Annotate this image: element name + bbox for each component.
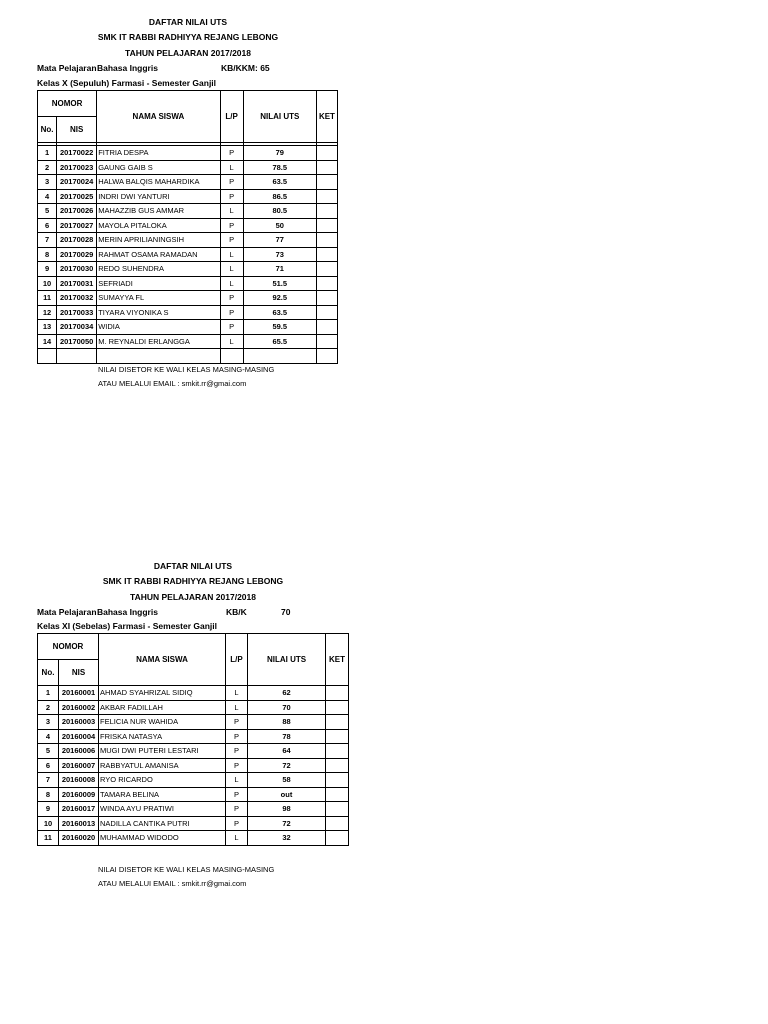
row-grade: 32 bbox=[248, 831, 326, 846]
row-gender: L bbox=[220, 334, 243, 349]
row-grade: 64 bbox=[248, 744, 326, 759]
header-nomor: NOMOR bbox=[38, 634, 99, 660]
note-email: ATAU MELALUI EMAIL : smkit.rr@gmai.com bbox=[98, 379, 247, 388]
row-number: 1 bbox=[38, 686, 59, 701]
row-nis: 20170029 bbox=[57, 247, 97, 262]
table-row bbox=[38, 831, 349, 846]
row-gender: P bbox=[220, 189, 243, 204]
row-grade: 98 bbox=[248, 802, 326, 817]
row-nis: 20170033 bbox=[57, 305, 97, 320]
row-nis: 20170028 bbox=[57, 233, 97, 248]
row-number: 11 bbox=[38, 291, 57, 306]
row-student-name: GAUNG GAIB S bbox=[97, 160, 220, 175]
header-nomor: NOMOR bbox=[38, 91, 97, 117]
row-note bbox=[316, 189, 337, 204]
note-submit: NILAI DISETOR KE WALI KELAS MASING-MASING bbox=[98, 865, 275, 874]
row-note bbox=[316, 160, 337, 175]
header-no: No. bbox=[38, 117, 57, 143]
row-gender: L bbox=[220, 160, 243, 175]
row-nis: 20160013 bbox=[59, 816, 99, 831]
row-gender: L bbox=[220, 262, 243, 277]
row-grade: 88 bbox=[248, 715, 326, 730]
row-gender: L bbox=[226, 831, 248, 846]
row-gender: P bbox=[220, 175, 243, 190]
row-note bbox=[326, 715, 349, 730]
row-student-name: WINDA AYU PRATIWI bbox=[99, 802, 226, 817]
table-row bbox=[38, 276, 338, 291]
row-note bbox=[326, 802, 349, 817]
header-nilai-uts: NILAI UTS bbox=[248, 634, 326, 686]
row-grade: 51.5 bbox=[243, 276, 316, 291]
row-gender: P bbox=[226, 758, 248, 773]
header-nama-siswa: NAMA SISWA bbox=[99, 634, 226, 686]
row-grade: out bbox=[248, 787, 326, 802]
row-number: 1 bbox=[38, 146, 57, 161]
row-number: 11 bbox=[38, 831, 59, 846]
subject-value: Bahasa Inggris bbox=[97, 63, 158, 73]
table-header-row bbox=[38, 634, 349, 660]
row-grade: 63.5 bbox=[243, 305, 316, 320]
table-row bbox=[38, 686, 349, 701]
row-nis: 20170030 bbox=[57, 262, 97, 277]
row-student-name: MUGI DWI PUTERI LESTARI bbox=[99, 744, 226, 759]
row-student-name: AHMAD SYAHRIZAL SIDIQ bbox=[99, 686, 226, 701]
row-grade: 50 bbox=[243, 218, 316, 233]
row-nis bbox=[57, 349, 97, 364]
row-nis: 20160001 bbox=[59, 686, 99, 701]
table-body bbox=[38, 686, 349, 846]
row-number bbox=[38, 349, 57, 364]
row-number: 8 bbox=[38, 247, 57, 262]
row-grade: 78 bbox=[248, 729, 326, 744]
row-nis: 20160007 bbox=[59, 758, 99, 773]
row-student-name: MAYOLA PITALOKA bbox=[97, 218, 220, 233]
row-student-name: RAHMAT OSAMA RAMADAN bbox=[97, 247, 220, 262]
row-note bbox=[326, 787, 349, 802]
row-note bbox=[316, 320, 337, 335]
row-grade: 58 bbox=[248, 773, 326, 788]
row-note bbox=[316, 276, 337, 291]
row-number: 8 bbox=[38, 787, 59, 802]
row-number: 10 bbox=[38, 276, 57, 291]
row-gender: P bbox=[226, 802, 248, 817]
row-note bbox=[316, 204, 337, 219]
table-row bbox=[38, 715, 349, 730]
row-grade: 65.5 bbox=[243, 334, 316, 349]
row-gender: P bbox=[220, 218, 243, 233]
row-grade bbox=[243, 349, 316, 364]
row-student-name: FITRIA DESPA bbox=[97, 146, 220, 161]
row-grade: 72 bbox=[248, 758, 326, 773]
row-student-name: TAMARA BELINA bbox=[99, 787, 226, 802]
row-note bbox=[316, 291, 337, 306]
row-student-name: NADILLA CANTIKA PUTRI bbox=[99, 816, 226, 831]
row-number: 2 bbox=[38, 160, 57, 175]
row-number: 9 bbox=[38, 262, 57, 277]
row-grade: 73 bbox=[243, 247, 316, 262]
row-note bbox=[326, 758, 349, 773]
table-row bbox=[38, 305, 338, 320]
row-nis: 20170027 bbox=[57, 218, 97, 233]
row-number: 9 bbox=[38, 802, 59, 817]
row-number: 4 bbox=[38, 729, 59, 744]
row-note bbox=[316, 334, 337, 349]
row-number: 7 bbox=[38, 233, 57, 248]
row-student-name: MERIN APRILIANINGSIH bbox=[97, 233, 220, 248]
row-note bbox=[316, 233, 337, 248]
academic-year: TAHUN PELAJARAN 2017/2018 bbox=[125, 48, 251, 58]
row-note bbox=[326, 729, 349, 744]
grades-table bbox=[37, 90, 338, 364]
row-student-name bbox=[97, 349, 220, 364]
row-grade: 62 bbox=[248, 686, 326, 701]
note-email: ATAU MELALUI EMAIL : smkit.rr@gmai.com bbox=[98, 879, 247, 888]
row-number: 3 bbox=[38, 175, 57, 190]
row-note bbox=[316, 247, 337, 262]
row-student-name: INDRI DWI YANTURI bbox=[97, 189, 220, 204]
row-student-name: MUHAMMAD WIDODO bbox=[99, 831, 226, 846]
row-number: 6 bbox=[38, 218, 57, 233]
row-gender bbox=[220, 349, 243, 364]
table-row bbox=[38, 247, 338, 262]
table-row bbox=[38, 787, 349, 802]
row-gender: L bbox=[220, 247, 243, 262]
header-lp: L/P bbox=[226, 634, 248, 686]
row-note bbox=[316, 262, 337, 277]
table-row bbox=[38, 233, 338, 248]
header-nilai-uts: NILAI UTS bbox=[243, 91, 316, 143]
row-student-name: SUMAYYA FL bbox=[97, 291, 220, 306]
subject-value: Bahasa Inggris bbox=[97, 607, 158, 617]
table-row bbox=[38, 758, 349, 773]
table-row bbox=[38, 320, 338, 335]
row-nis: 20160017 bbox=[59, 802, 99, 817]
class-info: Kelas X (Sepuluh) Farmasi - Semester Ganjil bbox=[37, 78, 217, 88]
row-grade: 80.5 bbox=[243, 204, 316, 219]
table-row bbox=[38, 773, 349, 788]
row-grade: 86.5 bbox=[243, 189, 316, 204]
row-number: 6 bbox=[38, 758, 59, 773]
grades-table bbox=[37, 633, 349, 846]
row-nis: 20170034 bbox=[57, 320, 97, 335]
row-note bbox=[326, 773, 349, 788]
row-grade: 92.5 bbox=[243, 291, 316, 306]
row-grade: 78.5 bbox=[243, 160, 316, 175]
row-note bbox=[326, 831, 349, 846]
school-name: SMK IT RABBI RADHIYYA REJANG LEBONG bbox=[102, 576, 284, 586]
row-student-name: FRISKA NATASYA bbox=[99, 729, 226, 744]
academic-year: TAHUN PELAJARAN 2017/2018 bbox=[130, 592, 256, 602]
row-number: 4 bbox=[38, 189, 57, 204]
row-number: 2 bbox=[38, 700, 59, 715]
header-ket: KET bbox=[326, 634, 349, 686]
table-row bbox=[38, 802, 349, 817]
table-row bbox=[38, 204, 338, 219]
row-student-name: RYO RICARDO bbox=[99, 773, 226, 788]
table-row bbox=[38, 189, 338, 204]
header-no: No. bbox=[38, 660, 59, 686]
row-nis: 20160004 bbox=[59, 729, 99, 744]
row-number: 5 bbox=[38, 744, 59, 759]
row-nis: 20160006 bbox=[59, 744, 99, 759]
kkm-label: KB/K bbox=[226, 607, 247, 617]
header-nis: NIS bbox=[59, 660, 99, 686]
table-row bbox=[38, 146, 338, 161]
row-student-name: MAHAZZIB GUS AMMAR bbox=[97, 204, 220, 219]
table-row bbox=[38, 291, 338, 306]
row-nis: 20160020 bbox=[59, 831, 99, 846]
table-row bbox=[38, 744, 349, 759]
row-student-name: REDO SUHENDRA bbox=[97, 262, 220, 277]
row-number: 14 bbox=[38, 334, 57, 349]
row-grade: 70 bbox=[248, 700, 326, 715]
row-gender: P bbox=[220, 233, 243, 248]
row-note bbox=[326, 686, 349, 701]
row-grade: 72 bbox=[248, 816, 326, 831]
row-student-name: RABBYATUL AMANISA bbox=[99, 758, 226, 773]
row-gender: P bbox=[220, 291, 243, 306]
table-row bbox=[38, 700, 349, 715]
row-grade: 63.5 bbox=[243, 175, 316, 190]
subject-label: Mata Pelajaran bbox=[37, 607, 97, 617]
row-grade: 79 bbox=[243, 146, 316, 161]
row-nis: 20170050 bbox=[57, 334, 97, 349]
header-nis: NIS bbox=[57, 117, 97, 143]
row-gender: L bbox=[220, 276, 243, 291]
row-student-name: M. REYNALDI ERLANGGA bbox=[97, 334, 220, 349]
header-nama-siswa: NAMA SISWA bbox=[97, 91, 220, 143]
row-number: 7 bbox=[38, 773, 59, 788]
row-gender: L bbox=[220, 204, 243, 219]
row-gender: P bbox=[220, 146, 243, 161]
row-grade: 71 bbox=[243, 262, 316, 277]
row-note bbox=[316, 146, 337, 161]
table-row bbox=[38, 334, 338, 349]
row-student-name: FELICIA NUR WAHIDA bbox=[99, 715, 226, 730]
row-grade: 59.5 bbox=[243, 320, 316, 335]
row-gender: L bbox=[226, 686, 248, 701]
row-nis: 20170024 bbox=[57, 175, 97, 190]
table-row bbox=[38, 262, 338, 277]
row-number: 12 bbox=[38, 305, 57, 320]
kkm-value: 70 bbox=[281, 607, 291, 617]
school-name: SMK IT RABBI RADHIYYA REJANG LEBONG bbox=[97, 32, 279, 42]
row-nis: 20170025 bbox=[57, 189, 97, 204]
row-student-name: TIYARA VIYONIKA S bbox=[97, 305, 220, 320]
kkm-label: KB/KKM: 65 bbox=[221, 63, 270, 73]
row-nis: 20170022 bbox=[57, 146, 97, 161]
table-row bbox=[38, 816, 349, 831]
row-note bbox=[326, 700, 349, 715]
table-row bbox=[38, 729, 349, 744]
note-submit: NILAI DISETOR KE WALI KELAS MASING-MASING bbox=[98, 365, 275, 374]
row-number: 10 bbox=[38, 816, 59, 831]
row-student-name: AKBAR FADILLAH bbox=[99, 700, 226, 715]
row-gender: P bbox=[226, 729, 248, 744]
row-nis: 20160009 bbox=[59, 787, 99, 802]
table-row bbox=[38, 349, 338, 364]
row-note bbox=[316, 218, 337, 233]
row-nis: 20160008 bbox=[59, 773, 99, 788]
subject-label: Mata Pelajaran bbox=[37, 63, 97, 73]
class-info: Kelas XI (Sebelas) Farmasi - Semester Ganjil bbox=[37, 621, 217, 631]
header-lp: L/P bbox=[220, 91, 243, 143]
row-nis: 20160003 bbox=[59, 715, 99, 730]
row-student-name: SEFRIADI bbox=[97, 276, 220, 291]
row-nis: 20170032 bbox=[57, 291, 97, 306]
row-nis: 20160002 bbox=[59, 700, 99, 715]
table-row bbox=[38, 218, 338, 233]
row-note bbox=[326, 744, 349, 759]
row-student-name: WIDIA bbox=[97, 320, 220, 335]
row-number: 5 bbox=[38, 204, 57, 219]
row-grade: 77 bbox=[243, 233, 316, 248]
row-number: 13 bbox=[38, 320, 57, 335]
row-student-name: HALWA BALQIS MAHARDIKA bbox=[97, 175, 220, 190]
table-row bbox=[38, 175, 338, 190]
table-body bbox=[38, 146, 338, 364]
row-note bbox=[316, 349, 337, 364]
row-note bbox=[326, 816, 349, 831]
row-gender: P bbox=[226, 715, 248, 730]
table-row bbox=[38, 160, 338, 175]
row-number: 3 bbox=[38, 715, 59, 730]
sheet-title: DAFTAR NILAI UTS bbox=[148, 17, 228, 27]
row-gender: L bbox=[226, 700, 248, 715]
row-nis: 20170031 bbox=[57, 276, 97, 291]
header-ket: KET bbox=[316, 91, 337, 143]
row-gender: P bbox=[220, 320, 243, 335]
row-gender: P bbox=[226, 744, 248, 759]
row-gender: P bbox=[226, 787, 248, 802]
sheet-title: DAFTAR NILAI UTS bbox=[153, 561, 233, 571]
table-header-row bbox=[38, 91, 338, 117]
row-gender: P bbox=[226, 816, 248, 831]
row-gender: L bbox=[226, 773, 248, 788]
row-note bbox=[316, 305, 337, 320]
row-nis: 20170023 bbox=[57, 160, 97, 175]
row-nis: 20170026 bbox=[57, 204, 97, 219]
row-note bbox=[316, 175, 337, 190]
row-gender: P bbox=[220, 305, 243, 320]
